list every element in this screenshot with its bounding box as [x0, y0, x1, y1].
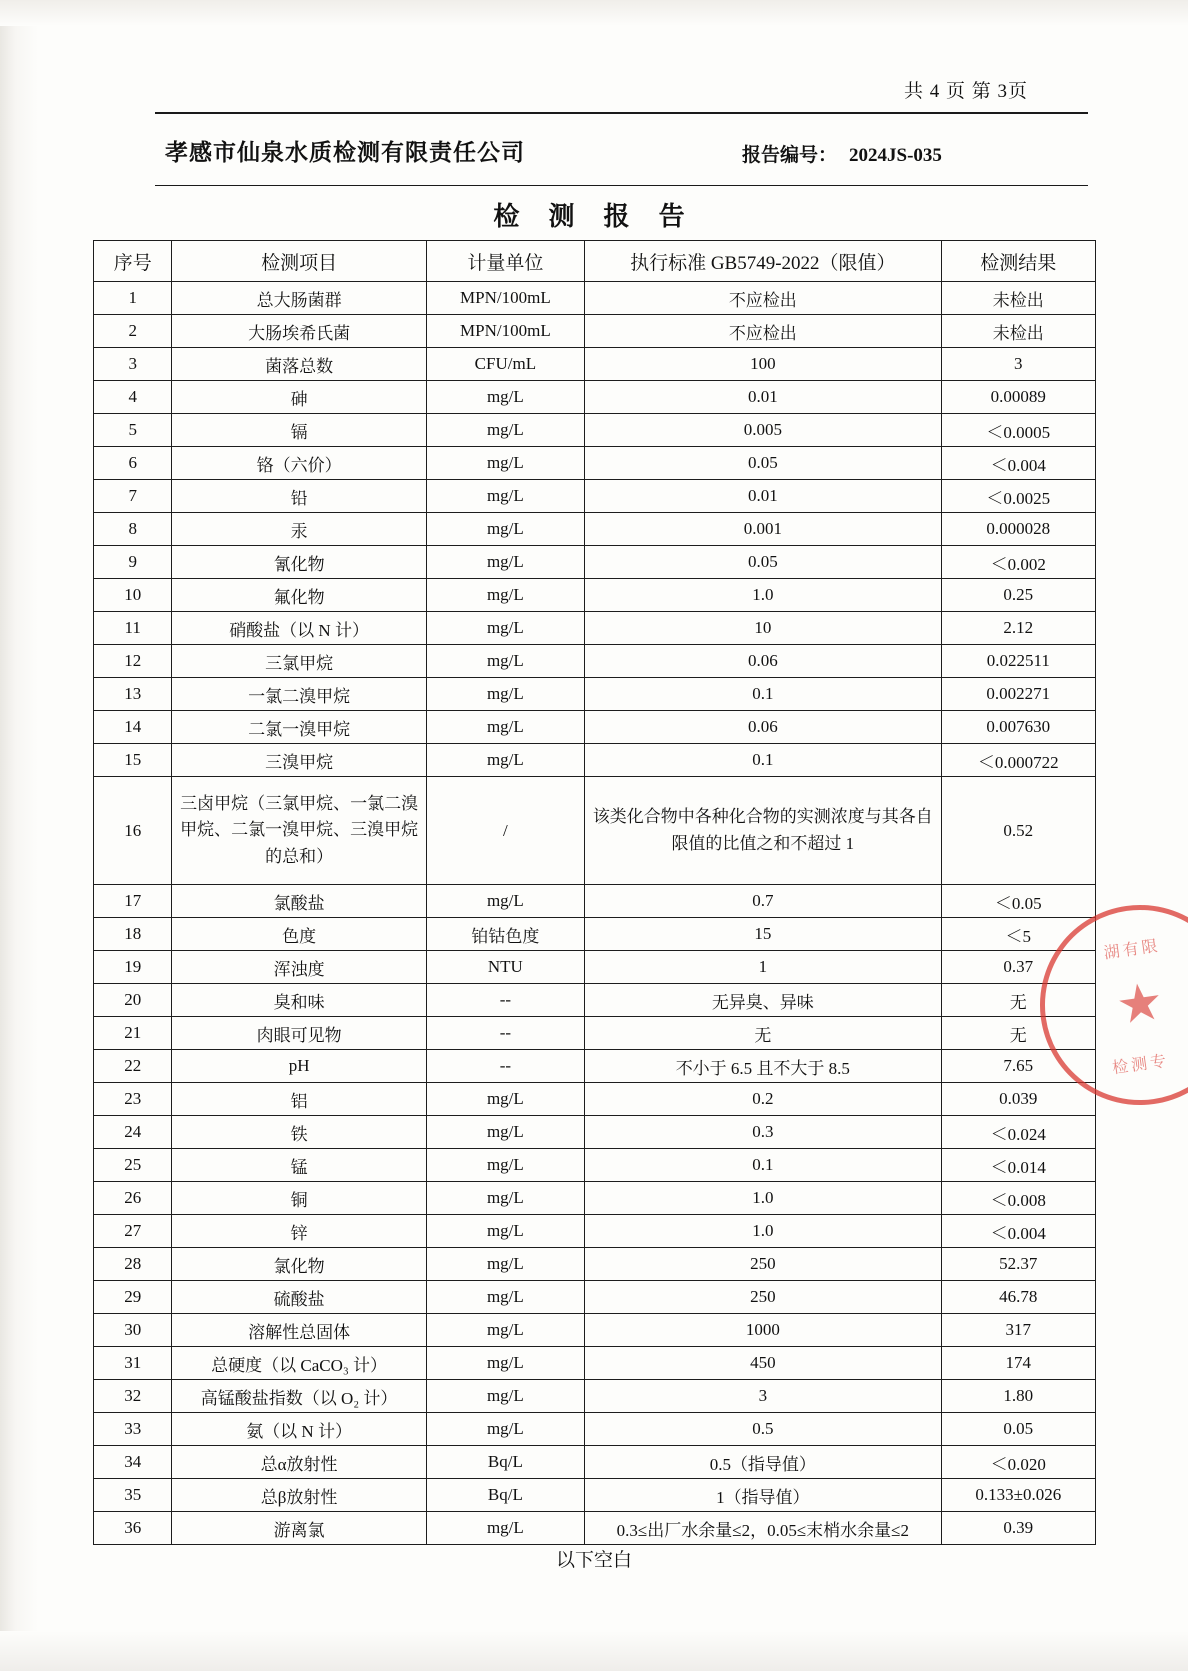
table-row: [94, 1512, 1096, 1545]
cell-no: 31: [94, 1347, 172, 1380]
table-row: [94, 1215, 1096, 1248]
cell-item: 锌: [172, 1215, 426, 1248]
cell-no: 4: [94, 381, 172, 414]
cell-no: 32: [94, 1380, 172, 1413]
header-divider-top: [155, 112, 1088, 114]
cell-result: 174: [941, 1347, 1095, 1380]
cell-unit: 铂钴色度: [426, 918, 584, 951]
cell-no: 28: [94, 1248, 172, 1281]
cell-item: 三氯甲烷: [172, 645, 426, 678]
cell-result: 0.52: [941, 777, 1095, 885]
cell-result: 0.022511: [941, 645, 1095, 678]
cell-unit: mg/L: [426, 711, 584, 744]
cell-unit: mg/L: [426, 1281, 584, 1314]
cell-item: 总α放射性: [172, 1446, 426, 1479]
cell-result: ＜0.014: [941, 1149, 1095, 1182]
cell-unit: Bq/L: [426, 1446, 584, 1479]
seal-star-icon: ★: [1112, 973, 1167, 1036]
table-row: [94, 1050, 1096, 1083]
cell-result: ＜0.000722: [941, 744, 1095, 777]
cell-unit: mg/L: [426, 1116, 584, 1149]
cell-std: 1.0: [585, 579, 941, 612]
cell-no: 11: [94, 612, 172, 645]
cell-result: ＜0.024: [941, 1116, 1095, 1149]
cell-unit: mg/L: [426, 1083, 584, 1116]
cell-std: 0.06: [585, 711, 941, 744]
cell-item: 一氯二溴甲烷: [172, 678, 426, 711]
cell-item: 总硬度（以 CaCO₃ 计）: [172, 1347, 426, 1380]
table-row: [94, 480, 1096, 513]
cell-item: 溶解性总固体: [172, 1314, 426, 1347]
cell-result: 0.133±0.026: [941, 1479, 1095, 1512]
cell-unit: mg/L: [426, 480, 584, 513]
cell-result: ＜5: [941, 918, 1095, 951]
column-header-unit: 计量单位: [426, 241, 584, 282]
cell-result: ＜0.008: [941, 1182, 1095, 1215]
cell-std: 100: [585, 348, 941, 381]
cell-std: 0.1: [585, 678, 941, 711]
cell-unit: mg/L: [426, 1512, 584, 1545]
cell-item: 高锰酸盐指数（以 O₂ 计）: [172, 1380, 426, 1413]
cell-no: 24: [94, 1116, 172, 1149]
cell-std: 1.0: [585, 1215, 941, 1248]
cell-no: 20: [94, 984, 172, 1017]
table-row: [94, 744, 1096, 777]
cell-no: 29: [94, 1281, 172, 1314]
cell-unit: mg/L: [426, 1314, 584, 1347]
cell-std: 1: [585, 951, 941, 984]
column-header-item: 检测项目: [172, 241, 426, 282]
cell-item: 二氯一溴甲烷: [172, 711, 426, 744]
cell-result: 52.37: [941, 1248, 1095, 1281]
table-row: [94, 1248, 1096, 1281]
table-row: [94, 612, 1096, 645]
cell-no: 25: [94, 1149, 172, 1182]
cell-item: 铁: [172, 1116, 426, 1149]
table-row: [94, 1413, 1096, 1446]
table-row: [94, 885, 1096, 918]
cell-no: 14: [94, 711, 172, 744]
cell-unit: mg/L: [426, 885, 584, 918]
cell-std: 不小于 6.5 且不大于 8.5: [585, 1050, 941, 1083]
test-results-table: [93, 240, 1096, 1545]
seal-arc-top-text: 湖有限: [1102, 935, 1162, 963]
cell-std: 该类化合物中各种化合物的实测浓度与其各自限值的比值之和不超过 1: [585, 777, 941, 885]
cell-no: 9: [94, 546, 172, 579]
table-row: [94, 918, 1096, 951]
cell-result: 0.05: [941, 1413, 1095, 1446]
cell-result: 0.000028: [941, 513, 1095, 546]
cell-item: 肉眼可见物: [172, 1017, 426, 1050]
cell-result: ＜0.002: [941, 546, 1095, 579]
table-row: [94, 1017, 1096, 1050]
cell-item: 色度: [172, 918, 426, 951]
cell-item: 硫酸盐: [172, 1281, 426, 1314]
cell-result: 0.39: [941, 1512, 1095, 1545]
cell-result: 7.65: [941, 1050, 1095, 1083]
table-row: [94, 1380, 1096, 1413]
scan-edge-left: [0, 0, 38, 1671]
cell-result: 0.00089: [941, 381, 1095, 414]
cell-no: 35: [94, 1479, 172, 1512]
cell-item: 汞: [172, 513, 426, 546]
cell-unit: mg/L: [426, 1347, 584, 1380]
table-row: [94, 513, 1096, 546]
cell-no: 34: [94, 1446, 172, 1479]
cell-result: ＜0.0005: [941, 414, 1095, 447]
cell-std: 0.005: [585, 414, 941, 447]
cell-std: 0.3≤出厂水余量≤2，0.05≤末梢水余量≤2: [585, 1512, 941, 1545]
header-divider-bottom: [155, 185, 1088, 186]
page-indicator: 共 4 页 第 3页: [903, 81, 1028, 102]
cell-result: 0.039: [941, 1083, 1095, 1116]
cell-unit: mg/L: [426, 744, 584, 777]
cell-std: 0.7: [585, 885, 941, 918]
cell-std: 15: [585, 918, 941, 951]
cell-no: 23: [94, 1083, 172, 1116]
company-name: 孝感市仙泉水质检测有限责任公司: [165, 140, 525, 166]
column-header-no: 序号: [94, 241, 172, 282]
cell-unit: mg/L: [426, 1149, 584, 1182]
cell-no: 10: [94, 579, 172, 612]
report-number-label: 报告编号：: [742, 144, 838, 166]
table-row: [94, 315, 1096, 348]
cell-no: 15: [94, 744, 172, 777]
cell-result: 0.007630: [941, 711, 1095, 744]
cell-std: 10: [585, 612, 941, 645]
cell-result: 317: [941, 1314, 1095, 1347]
cell-item: 铝: [172, 1083, 426, 1116]
table-row: [94, 579, 1096, 612]
cell-no: 19: [94, 951, 172, 984]
cell-result: 无: [941, 984, 1095, 1017]
cell-no: 5: [94, 414, 172, 447]
cell-std: 无: [585, 1017, 941, 1050]
cell-result: 未检出: [941, 315, 1095, 348]
cell-item: 镉: [172, 414, 426, 447]
cell-unit: mg/L: [426, 414, 584, 447]
cell-item: 铅: [172, 480, 426, 513]
table-row: [94, 1182, 1096, 1215]
table-row: [94, 1083, 1096, 1116]
table-row: [94, 1314, 1096, 1347]
cell-item: 浑浊度: [172, 951, 426, 984]
cell-std: 0.5: [585, 1413, 941, 1446]
cell-item: 三卤甲烷（三氯甲烷、一氯二溴甲烷、二氯一溴甲烷、三溴甲烷的总和）: [172, 777, 426, 885]
cell-result: 未检出: [941, 282, 1095, 315]
cell-result: 3: [941, 348, 1095, 381]
cell-item: 氰化物: [172, 546, 426, 579]
page-title: 检 测 报 告: [493, 202, 695, 232]
cell-std: 0.05: [585, 546, 941, 579]
cell-std: 0.06: [585, 645, 941, 678]
cell-std: 0.2: [585, 1083, 941, 1116]
cell-unit: MPN/100mL: [426, 315, 584, 348]
cell-unit: --: [426, 984, 584, 1017]
table-row: [94, 984, 1096, 1017]
cell-no: 21: [94, 1017, 172, 1050]
cell-std: 3: [585, 1380, 941, 1413]
cell-item: 铜: [172, 1182, 426, 1215]
cell-result: ＜0.004: [941, 447, 1095, 480]
cell-item: 菌落总数: [172, 348, 426, 381]
table-row: [94, 1347, 1096, 1380]
table-row: [94, 1281, 1096, 1314]
cell-result: 0.002271: [941, 678, 1095, 711]
cell-result: ＜0.05: [941, 885, 1095, 918]
cell-no: 16: [94, 777, 172, 885]
table-row: [94, 1479, 1096, 1512]
cell-item: 总β放射性: [172, 1479, 426, 1512]
cell-item: 氨（以 N 计）: [172, 1413, 426, 1446]
cell-unit: mg/L: [426, 1182, 584, 1215]
cell-result: 0.37: [941, 951, 1095, 984]
cell-item: 氯酸盐: [172, 885, 426, 918]
cell-result: 46.78: [941, 1281, 1095, 1314]
footer-note: 以下空白: [555, 1549, 632, 1571]
cell-std: 450: [585, 1347, 941, 1380]
cell-no: 3: [94, 348, 172, 381]
cell-unit: mg/L: [426, 381, 584, 414]
cell-unit: mg/L: [426, 678, 584, 711]
cell-no: 7: [94, 480, 172, 513]
cell-no: 22: [94, 1050, 172, 1083]
cell-unit: mg/L: [426, 513, 584, 546]
table-row: [94, 348, 1096, 381]
cell-item: 砷: [172, 381, 426, 414]
cell-item: 三溴甲烷: [172, 744, 426, 777]
table-row: [94, 282, 1096, 315]
cell-no: 8: [94, 513, 172, 546]
cell-no: 6: [94, 447, 172, 480]
cell-no: 13: [94, 678, 172, 711]
cell-std: 无异臭、异味: [585, 984, 941, 1017]
cell-std: 0.1: [585, 744, 941, 777]
cell-result: 0.25: [941, 579, 1095, 612]
cell-std: 0.01: [585, 480, 941, 513]
cell-unit: mg/L: [426, 1380, 584, 1413]
report-number-value: 2024JS-035: [849, 145, 942, 166]
cell-std: 1（指导值）: [585, 1479, 941, 1512]
cell-unit: --: [426, 1017, 584, 1050]
cell-item: 锰: [172, 1149, 426, 1182]
table-header-row: [94, 241, 1096, 282]
cell-unit: /: [426, 777, 584, 885]
table-row: [94, 546, 1096, 579]
cell-result: ＜0.004: [941, 1215, 1095, 1248]
cell-item: pH: [172, 1050, 426, 1083]
cell-item: 总大肠菌群: [172, 282, 426, 315]
cell-result: ＜0.020: [941, 1446, 1095, 1479]
cell-no: 18: [94, 918, 172, 951]
cell-unit: mg/L: [426, 1413, 584, 1446]
cell-std: 不应检出: [585, 282, 941, 315]
cell-std: 1.0: [585, 1182, 941, 1215]
cell-std: 不应检出: [585, 315, 941, 348]
cell-unit: Bq/L: [426, 1479, 584, 1512]
column-header-result: 检测结果: [941, 241, 1095, 282]
cell-result: ＜0.0025: [941, 480, 1095, 513]
cell-no: 30: [94, 1314, 172, 1347]
cell-result: 2.12: [941, 612, 1095, 645]
cell-result: 无: [941, 1017, 1095, 1050]
cell-unit: mg/L: [426, 1248, 584, 1281]
cell-std: 0.1: [585, 1149, 941, 1182]
scan-edge-top: [0, 0, 1188, 26]
cell-unit: mg/L: [426, 447, 584, 480]
cell-std: 0.5（指导值）: [585, 1446, 941, 1479]
table-row: [94, 711, 1096, 744]
table-row: [94, 645, 1096, 678]
cell-no: 1: [94, 282, 172, 315]
cell-no: 36: [94, 1512, 172, 1545]
cell-no: 33: [94, 1413, 172, 1446]
cell-std: 0.01: [585, 381, 941, 414]
cell-item: 铬（六价）: [172, 447, 426, 480]
table-row: [94, 414, 1096, 447]
table-body: [94, 282, 1096, 1545]
table-row: [94, 447, 1096, 480]
report-number: [742, 140, 942, 167]
scan-edge-bottom: [0, 1631, 1188, 1671]
seal-arc-bottom-text: 检测专: [1111, 1050, 1171, 1078]
cell-no: 27: [94, 1215, 172, 1248]
cell-no: 2: [94, 315, 172, 348]
cell-std: 0.001: [585, 513, 941, 546]
cell-item: 大肠埃希氏菌: [172, 315, 426, 348]
cell-no: 12: [94, 645, 172, 678]
cell-std: 0.05: [585, 447, 941, 480]
cell-item: 游离氯: [172, 1512, 426, 1545]
cell-unit: --: [426, 1050, 584, 1083]
table-row: [94, 1116, 1096, 1149]
cell-std: 1000: [585, 1314, 941, 1347]
table-row: [94, 1149, 1096, 1182]
cell-unit: NTU: [426, 951, 584, 984]
cell-item: 臭和味: [172, 984, 426, 1017]
cell-unit: mg/L: [426, 1215, 584, 1248]
column-header-std: 执行标准 GB5749-2022（限值）: [585, 241, 941, 282]
table-row: [94, 1446, 1096, 1479]
cell-result: 1.80: [941, 1380, 1095, 1413]
cell-unit: mg/L: [426, 546, 584, 579]
cell-item: 硝酸盐（以 N 计）: [172, 612, 426, 645]
cell-no: 17: [94, 885, 172, 918]
table-row: [94, 678, 1096, 711]
table-row: [94, 951, 1096, 984]
cell-std: 250: [585, 1248, 941, 1281]
cell-item: 氯化物: [172, 1248, 426, 1281]
cell-std: 0.3: [585, 1116, 941, 1149]
cell-unit: CFU/mL: [426, 348, 584, 381]
cell-unit: mg/L: [426, 579, 584, 612]
cell-unit: mg/L: [426, 645, 584, 678]
cell-item: 氟化物: [172, 579, 426, 612]
table-row: [94, 381, 1096, 414]
table-row: [94, 777, 1096, 885]
cell-unit: MPN/100mL: [426, 282, 584, 315]
cell-unit: mg/L: [426, 612, 584, 645]
cell-std: 250: [585, 1281, 941, 1314]
cell-no: 26: [94, 1182, 172, 1215]
